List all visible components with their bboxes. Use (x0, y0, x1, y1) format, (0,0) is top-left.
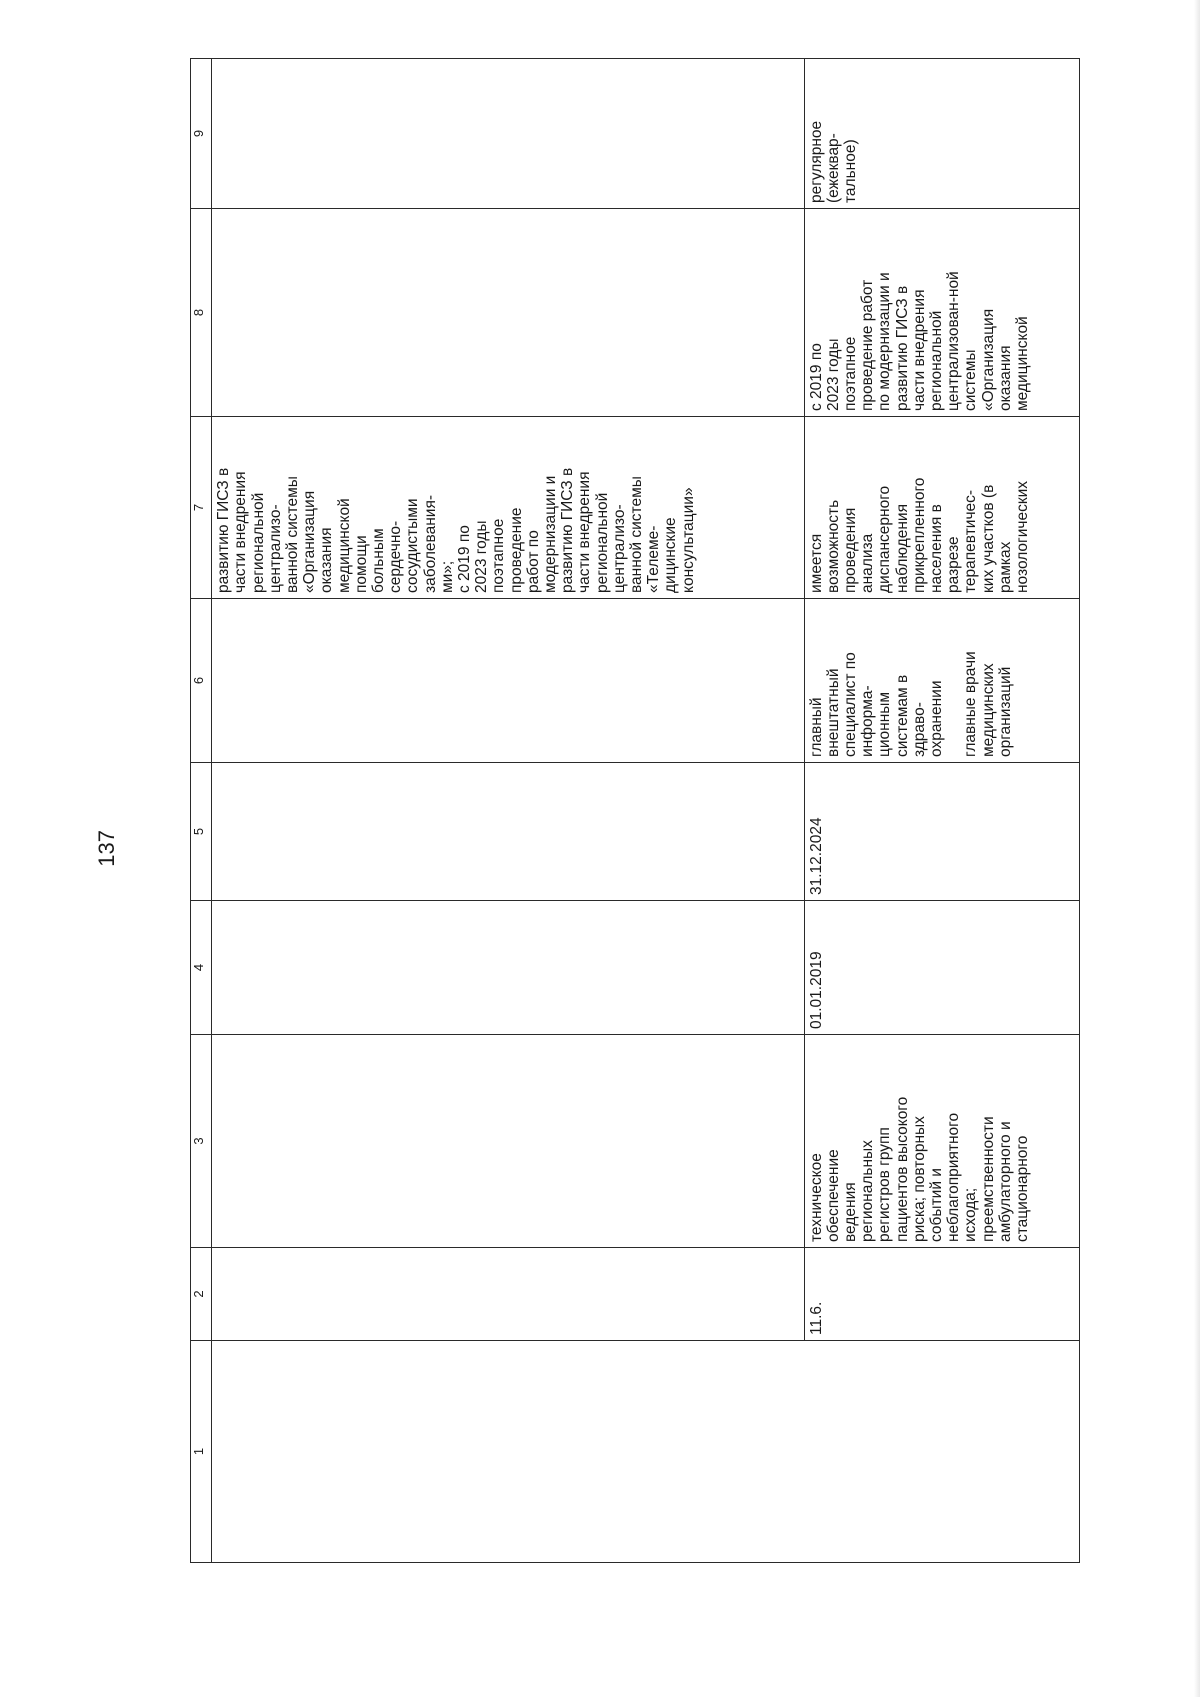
table-cell-col9 (212, 59, 804, 209)
column-header: 7 (191, 417, 212, 599)
table-cell-col2 (212, 1248, 804, 1341)
table-cell-col5 (212, 763, 804, 901)
table-cell-col6 (212, 599, 804, 763)
rotated-table-container (190, 69, 1080, 1563)
table-cell-col4 (212, 901, 804, 1035)
table-row (212, 59, 804, 1563)
table-cell-indicator: с 2019 по 2023 годы поэтапное проведение работ по модернизации и развитию ГИСЗ в части внедрения региональной централизован-ной системы «Организация оказания медицинской (804, 209, 1079, 417)
table-cell-start-date: 01.01.2019 (804, 901, 1079, 1035)
column-header: 9 (191, 59, 212, 209)
table-cell-frequency: регулярное (ежеквар- тальное) (804, 59, 1079, 209)
table-cell-measure-name: техническое обеспечение ведения региональных регистров групп пациентов высокого риска; повторных событий и неблагоприятного исхода; преемственности амбулаторного и стационарного (804, 1035, 1079, 1248)
column-header: 3 (191, 1035, 212, 1248)
table-cell-col1 (212, 1341, 1080, 1563)
scan-edge-shadow (1194, 0, 1200, 1697)
table-cell-end-date: 31.12.2024 (804, 763, 1079, 901)
table-cell-col3 (212, 1035, 804, 1248)
page-number-wrap (94, 830, 124, 890)
column-header: 8 (191, 209, 212, 417)
column-header: 4 (191, 901, 212, 1035)
table-cell-item-number: 11.6. (804, 1248, 1079, 1341)
table-row (804, 59, 1079, 1563)
table-cell-result: имеется возможность проведения анализа диспансерного наблюдения прикрепленного населения в разрезе терапевтичес- ких участков (в рамках нозологических (804, 417, 1079, 599)
column-header: 5 (191, 763, 212, 901)
table-cell-col7: развитию ГИСЗ в части внедрения региональной централизо- ванной системы «Организация оказания медицинской помощи больным сердечно- сосудистыми заболевания- ми»; с 2019 по 2023 годы поэтапное проведение работ по модернизации и развитию ГИСЗ в части внедрения региональной централизо- ванной системы «Телеме- дицинские консультации» (212, 417, 804, 599)
page-number: 137 (94, 830, 119, 867)
measures-table (190, 58, 1080, 1563)
table-header-row (191, 59, 212, 1563)
table-cell-col8 (212, 209, 804, 417)
table-cell-responsible: главный внештатный специалист по информа- ционным системам в здраво- охранении главные врачи медицинских организаций (804, 599, 1079, 763)
column-header: 6 (191, 599, 212, 763)
column-header: 2 (191, 1248, 212, 1341)
column-header: 1 (191, 1341, 212, 1563)
